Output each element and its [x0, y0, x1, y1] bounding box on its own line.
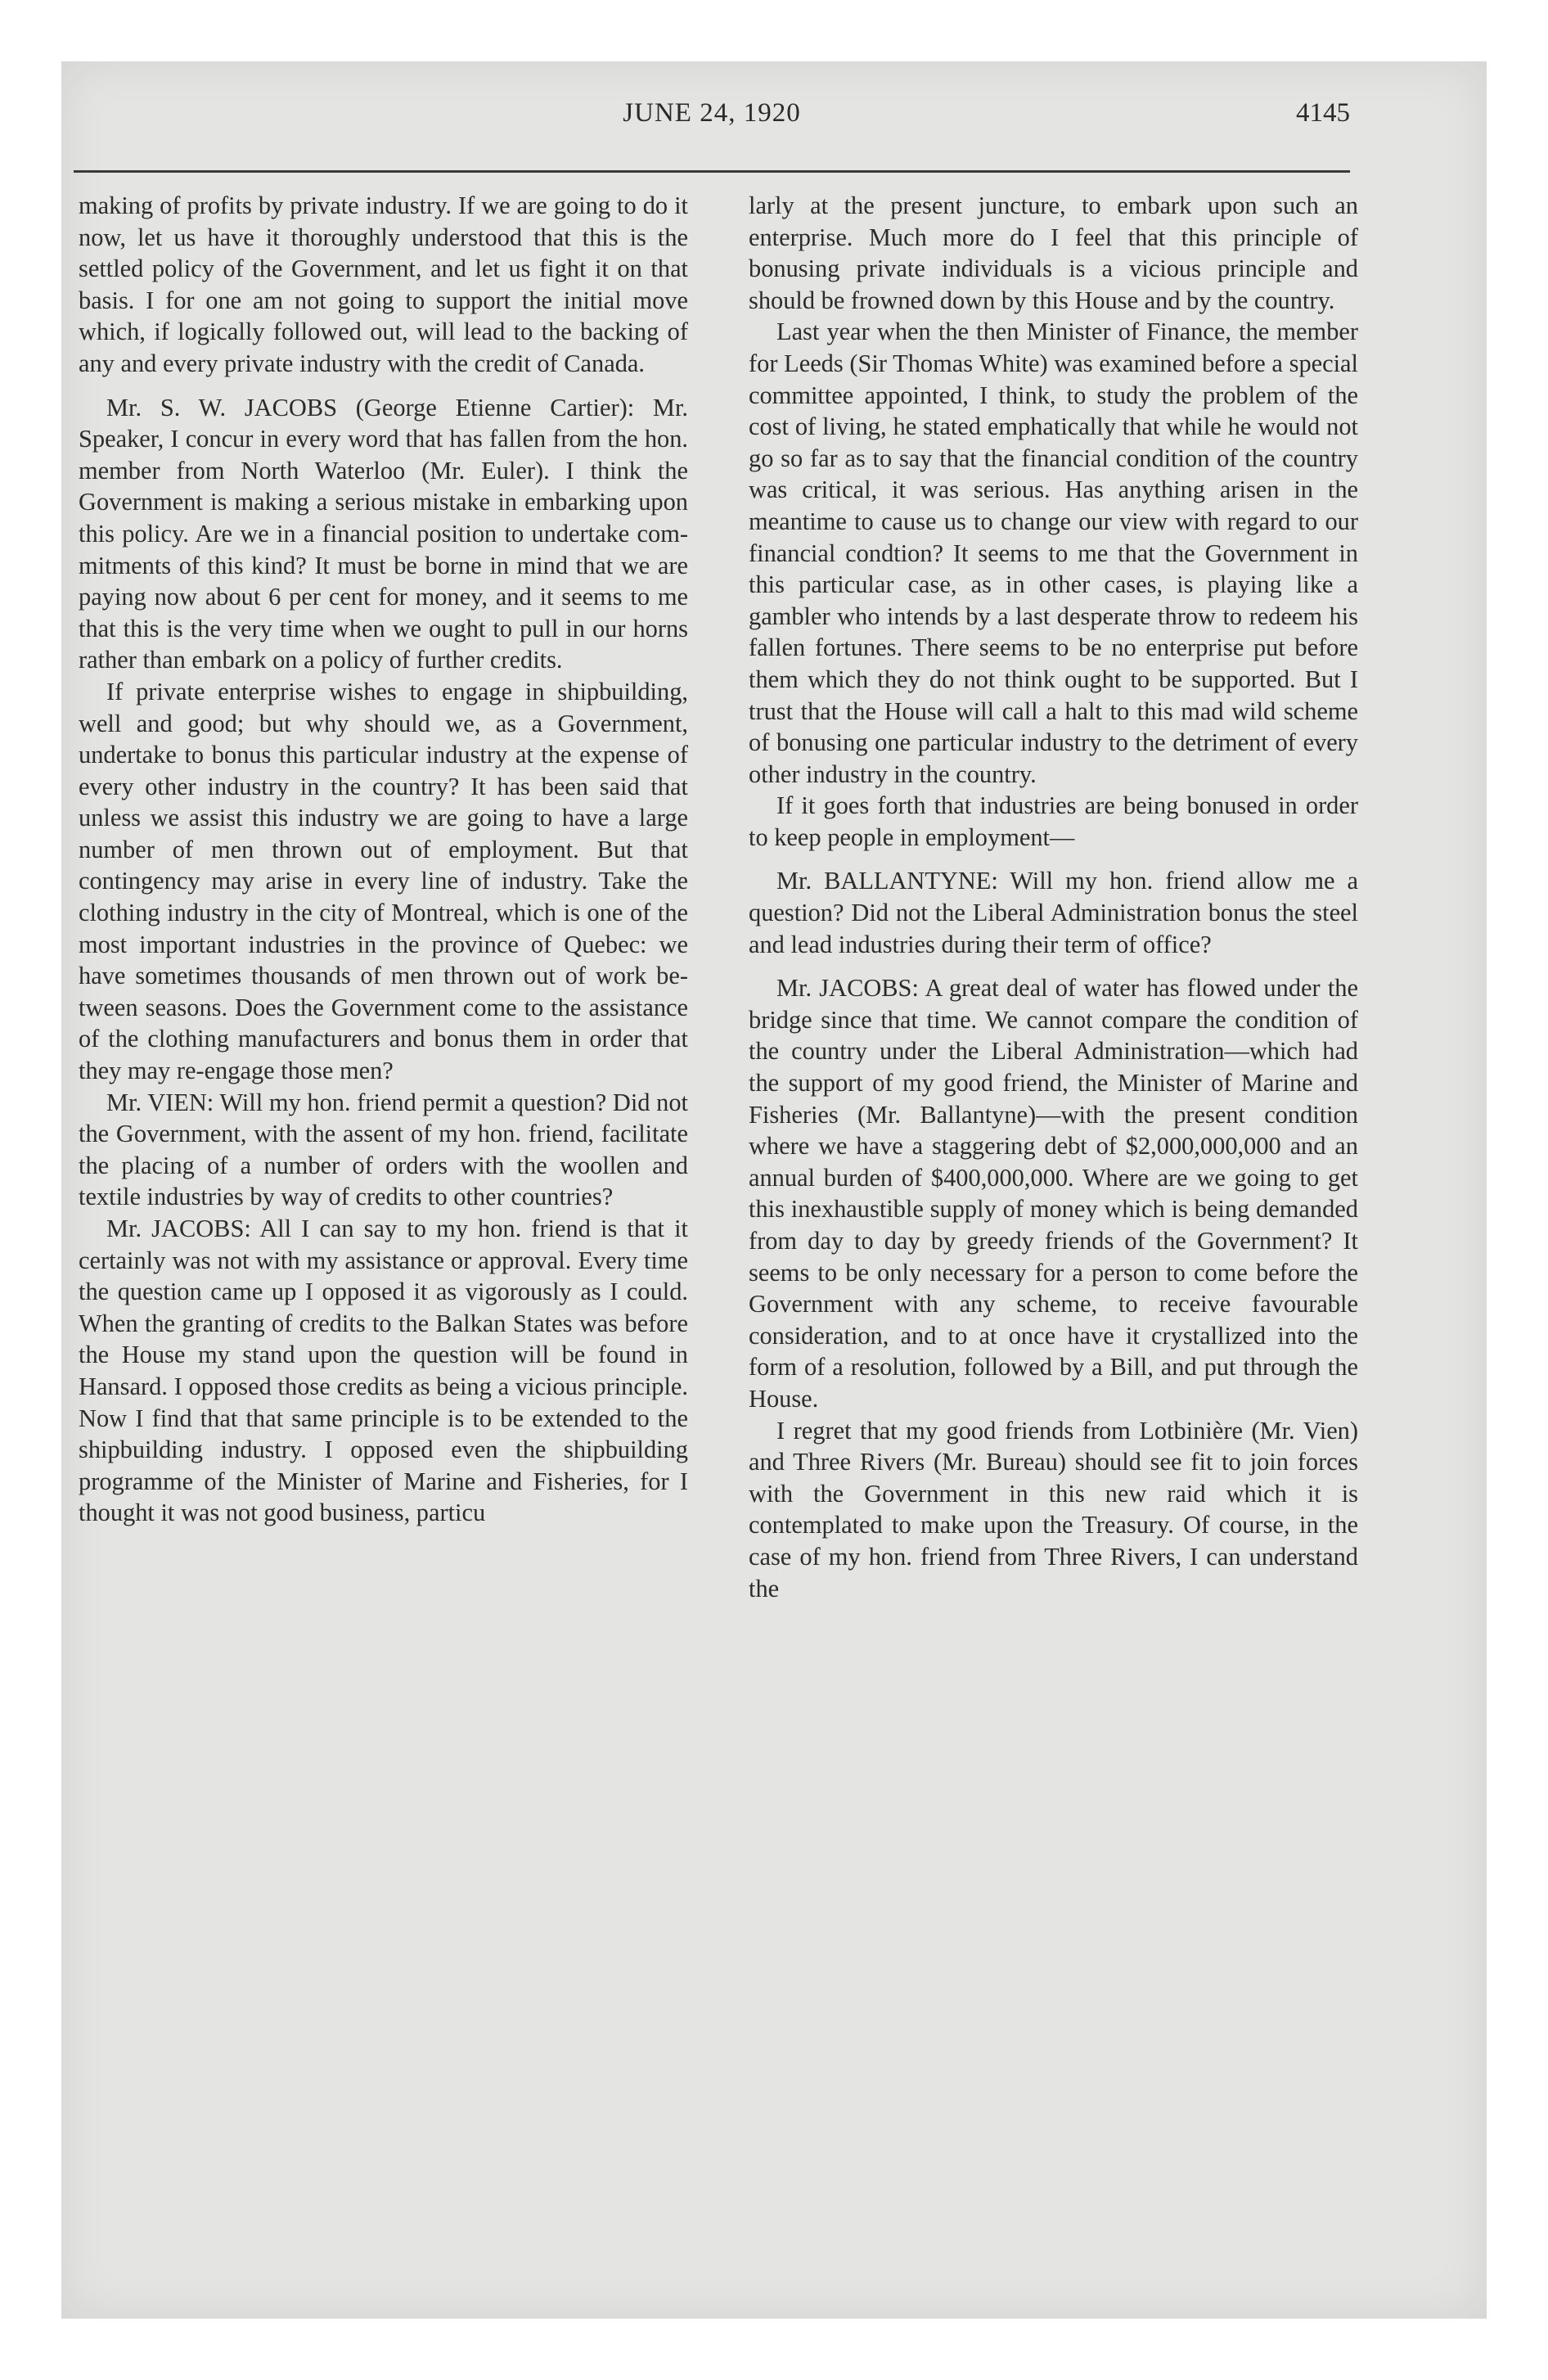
paragraph-jacobs-reply: Mr. JACOBS: A great deal of water has flowed under the bridge since that time. We cannot compare the condition of the country under the Liberal Administration—which had the support of my good friend, the Minister of Marine and Fisheries (Mr. Ballantyne)—with the present condition where we have a staggering debt of $2,000,000,000 and an annual burden of $400,000,000. Where are we going to get this inexhaustible supply of money which is being demanded from day to day by greedy friends of the Government? It seems to be only necessary for a person to come before the Government with any scheme, to receive favourable consideration, and to at once have it crystallized into the form of a resolution, followed by a Bill, and put through the House.: [749, 974, 1358, 1413]
paragraph: larly at the present juncture, to embark upon such an enterprise. Much more do I feel that this principle of bonusing private individuals is a vicious principle and should be frowned down by this House and by the country.: [749, 192, 1358, 314]
right-column: [749, 190, 1358, 1604]
paragraph-ballantyne-question: Mr. BALLANTYNE: Will my hon. friend allow me a question? Did not the Liberal Administration bonus the steel and lead industries during their term of office?: [749, 867, 1358, 958]
paragraph: If private enterprise wishes to engage in shipbuilding, well and good; but why should we, as a Government, undertake to bonus this particular industry at the expense of every other industry in the country? It has been said that unless we assist this industry we are going to have a large number of men thrown out of employment. But that contingency may arise in every line of industry. Take the clothing industry in the city of Montreal, which is one of the most important industries in the province of Quebec: we have sometimes thousands of men thrown out of work between seasons. Does the Government come to the assistance of the clothing manufacturers and bonus them in order that they may re-engage those men?: [79, 677, 688, 1085]
page-number: 4145: [1296, 98, 1350, 128]
paragraph-jacobs-speech: Mr. S. W. JACOBS (George Etienne Cartier): Mr. Speaker, I concur in every word that has fallen from the hon. member from North Waterloo (Mr. Euler). I think the Government is making a serious mistake in embarking upon this policy. Are we in a financial position to undertake commitments of this kind? It must be borne in mind that we are paying now about 6 per cent for money, and it seems to me that this is the very time when we ought to pull in our horns rather than embark on a policy of further credits.: [79, 393, 688, 674]
paragraph-jacobs-reply: Mr. JACOBS: All I can say to my hon. friend is that it certainly was not with my assistance or approval. Every time the question came up I opposed it as vigorously as I could. When the granting of credits to the Balkan States was before the House my stand upon the question will be found in Hansard. I opposed those credits as being a vicious principle. Now I find that that same principle is to be extended to the shipbuilding industry. I opposed even the shipbuilding programme of the Minister of Marine and Fisheries, for I thought it was not good business, particu: [79, 1215, 688, 1527]
header-date: JUNE 24, 1920: [623, 98, 801, 128]
paragraph: making of profits by private industry. If we are going to do it now, let us have it thoroughly understood that this is the settled policy of the Government, and let us fight it on that basis. I for one am not going to support the initial move which, if logically followed out, will lead to the backing of any and every private industry with the credit of Canada.: [79, 192, 688, 377]
left-column: [79, 190, 688, 1529]
page-header: [74, 98, 1350, 139]
paragraph-vien-question: Mr. VIEN: Will my hon. friend permit a question? Did not the Government, with the assent of my hon. friend, facilitate the placing of a number of orders with the woollen and textile industries by way of credits to other countries?: [79, 1088, 688, 1211]
paragraph: If it goes forth that industries are being bonused in order to keep people in employment—: [749, 791, 1358, 851]
paragraph: I regret that my good friends from Lotbinière (Mr. Vien) and Three Rivers (Mr. Bureau) should see fit to join forces with the Government in this new raid which it is contemplated to make upon the Treasury. Of course, in the case of my hon. friend from Three Rivers, I can understand the: [749, 1416, 1358, 1602]
header-rule: [74, 170, 1350, 173]
paragraph: Last year when the then Minister of Finance, the member for Leeds (Sir Thomas White) was examined before a special committee appointed, I think, to study the problem of the cost of living, he stated emphatically that while he would not go so far as to say that the financial condition of the country was critical, it was serious. Has anything arisen in the meantime to cause us to change our view with regard to our financial condtion? It seems to me that the Government in this particular case, as in other cases, is playing like a gambler who intends by a last desperate throw to redeem his fallen fortunes. There seems to be no enterprise put before them which they do not think ought to be supported. But I trust that the House will call a halt to this mad wild scheme of bonusing one particular industry to the detriment of every other industry in the country.: [749, 318, 1358, 788]
